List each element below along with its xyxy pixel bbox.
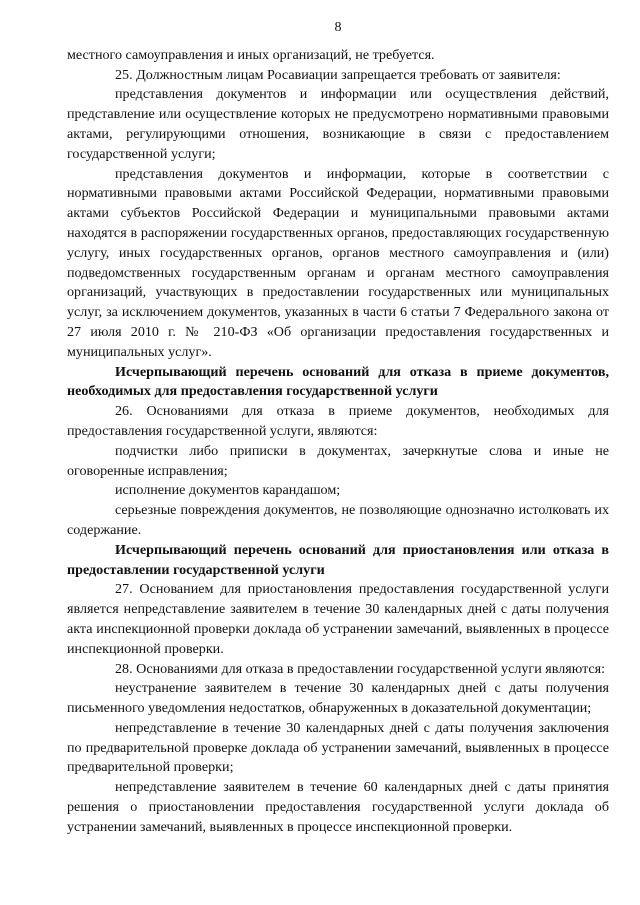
paragraph: 28. Основаниями для отказа в предоставлении государственной услуги являются: (115, 660, 606, 677)
section-heading: Исчерпывающий перечень оснований для отказа в приеме документов, необходимых для предоставления государственной услуги (67, 363, 609, 400)
paragraph: исполнение документов карандашом; (115, 482, 341, 499)
section-heading: Исчерпывающий перечень оснований для приостановления или отказа в предоставлении государственной услуги (67, 541, 609, 578)
paragraph: 27. Основанием для приостановления предоставления государственной услуги является непредставление заявителем в течение 30 календарных дней с даты получения акта инспекционной проверки доклада об устранении замечаний, выявленных в процессе инспекционной проверки. (67, 581, 609, 657)
paragraph: представления документов и информации, которые в соответствии с нормативными правовыми актами Российской Федерации, нормативными правовыми актами субъектов Российской Федерации и муниципальными правовыми актами находятся в распоряжении государственных органов, предоставляющих государственную услугу, иных государственных органов, органов местного самоуправления и (или) подведомственных государственным органам и органам местного самоуправления организаций, участвующих в предоставлении государственных или муниципальных услуг, за исключением документов, указанных в части 6 статьи 7 Федерального закона от 27 июля 2010 г. № 210-ФЗ «Об организации предоставления государственных и муниципальных услуг». (67, 165, 609, 360)
paragraph: подчистки либо приписки в документах, зачеркнутые слова и иные не оговоренные исправления; (67, 442, 609, 479)
paragraph: неустранение заявителем в течение 30 календарных дней с даты получения письменного уведомления недостатков, обнаруженных в доказательной документации; (67, 680, 609, 717)
page-number: 8 (334, 19, 342, 35)
paragraph: серьезные повреждения документов, не позволяющие однозначно истолковать их содержание. (67, 502, 609, 538)
paragraph: непредставление в течение 30 календарных дней с даты получения заключения по предварительной проверке доклада об устранении замечаний, выявленных в процессе предварительной проверки; (67, 719, 609, 776)
paragraph: непредставление заявителем в течение 60 календарных дней с даты принятия решения о приостановлении предоставления государственной услуги доклада об устранении замечаний, выявленных в процессе инспекционной проверки. (67, 779, 609, 835)
document-body (67, 46, 609, 838)
paragraph: представления документов и информации или осуществления действий, представление или осуществление которых не предусмотрено нормативными правовыми актами, регулирующими отношения, возникающие в связи с предоставлением государственной услуги; (67, 86, 609, 162)
paragraph: 26. Основаниями для отказа в приеме документов, необходимых для предоставления государственной услуги, являются: (67, 403, 609, 439)
paragraph: 25. Должностным лицам Росавиации запрещается требовать от заявителя: (115, 66, 561, 83)
paragraph: местного самоуправления и иных организаций, не требуется. (67, 46, 435, 63)
